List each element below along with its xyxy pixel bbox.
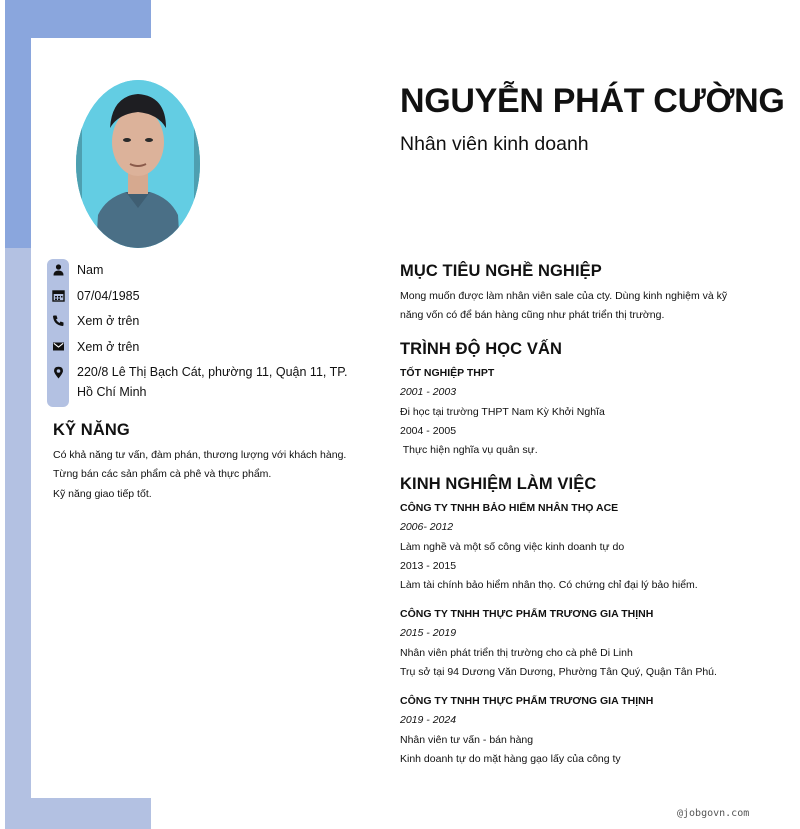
contact-birthday: 07/04/1985 [77,289,140,303]
profile-photo [76,80,200,248]
education-date: 2001 - 2003 [400,386,457,399]
education-desc: Đi học tại trường THPT Nam Kỳ Khởi Nghĩa [400,405,605,418]
experience-entry [400,692,653,769]
objective-text [400,287,727,326]
contact-address-line2: Hồ Chí Minh [77,385,147,399]
experience-title: KINH NGHIỆM LÀM VIỆC [400,475,597,493]
experience-desc: Làm tài chính bảo hiểm nhân thọ. Có chứng chỉ đại lý bảo hiểm. [400,579,698,592]
location-icon [52,366,65,379]
contact-address [77,362,357,402]
experience-desc: Nhân viên tư vấn - bán hàng [400,733,534,746]
calendar-icon [52,289,65,302]
person-icon [52,263,65,276]
skill-item: Kỹ năng giao tiếp tốt. [53,487,152,500]
experience-date: 2019 - 2024 [400,714,457,727]
skills-list [53,446,346,504]
experience-org: CÔNG TY TNHH THỰC PHẨM TRƯƠNG GIA THỊNH [400,608,654,620]
experience-entry [400,605,717,682]
mail-icon [52,340,65,353]
contact-phone: Xem ở trên [77,314,140,328]
experience-desc: Kinh doanh tự do mặt hàng gạo lấy của công ty [400,752,621,765]
candidate-role: Nhân viên kinh doanh [400,133,589,155]
objective-line: năng vốn có để bán hàng cũng như phát triển thị trường. [400,309,665,322]
contact-address-line1: 220/8 Lê Thị Bạch Cát, phường 11, Quận 11, TP. [77,365,348,379]
contact-gender: Nam [77,263,104,277]
education-org: TỐT NGHIỆP THPT [400,367,495,379]
experience-desc: Làm nghề và một số công việc kinh doanh tự do [400,540,625,553]
experience-desc: Nhân viên phát triển thị trường cho cà phê Di Linh [400,646,633,659]
skills-title: KỸ NĂNG [53,421,130,439]
experience-org: CÔNG TY TNHH THỰC PHẨM TRƯƠNG GIA THỊNH [400,695,654,707]
education-entry [400,364,605,460]
experience-date: 2006- 2012 [400,521,454,534]
experience-entry [400,499,698,595]
experience-desc: Trụ sở tại 94 Dương Văn Dương, Phường Tân Quý, Quận Tân Phú. [400,665,717,678]
contact-email: Xem ở trên [77,340,140,354]
phone-icon [52,314,65,327]
experience-date: 2015 - 2019 [400,627,457,640]
skill-item: Từng bán các sản phẩm cà phê và thực phẩm. [53,468,272,481]
education-desc: Thực hiện nghĩa vụ quân sự. [400,444,538,457]
education-title: TRÌNH ĐỘ HỌC VẤN [400,340,563,358]
candidate-name: NGUYỄN PHÁT CƯỜNG [400,82,785,120]
education-date: 2004 - 2005 [400,424,457,437]
experience-date: 2013 - 2015 [400,559,457,572]
experience-org: CÔNG TY TNHH BẢO HIỂM NHÂN THỌ ACE [400,502,619,514]
contact-icon-bar [47,259,69,407]
skill-item: Có khả năng tư vấn, đàm phán, thương lượng với khách hàng. [53,449,347,461]
watermark: @jobgovn.com [677,808,750,819]
objective-line: Mong muốn được làm nhân viên sale của cty. Dùng kinh nghiệm và kỹ [400,290,728,302]
objective-title: MỤC TIÊU NGHỀ NGHIỆP [400,262,602,280]
